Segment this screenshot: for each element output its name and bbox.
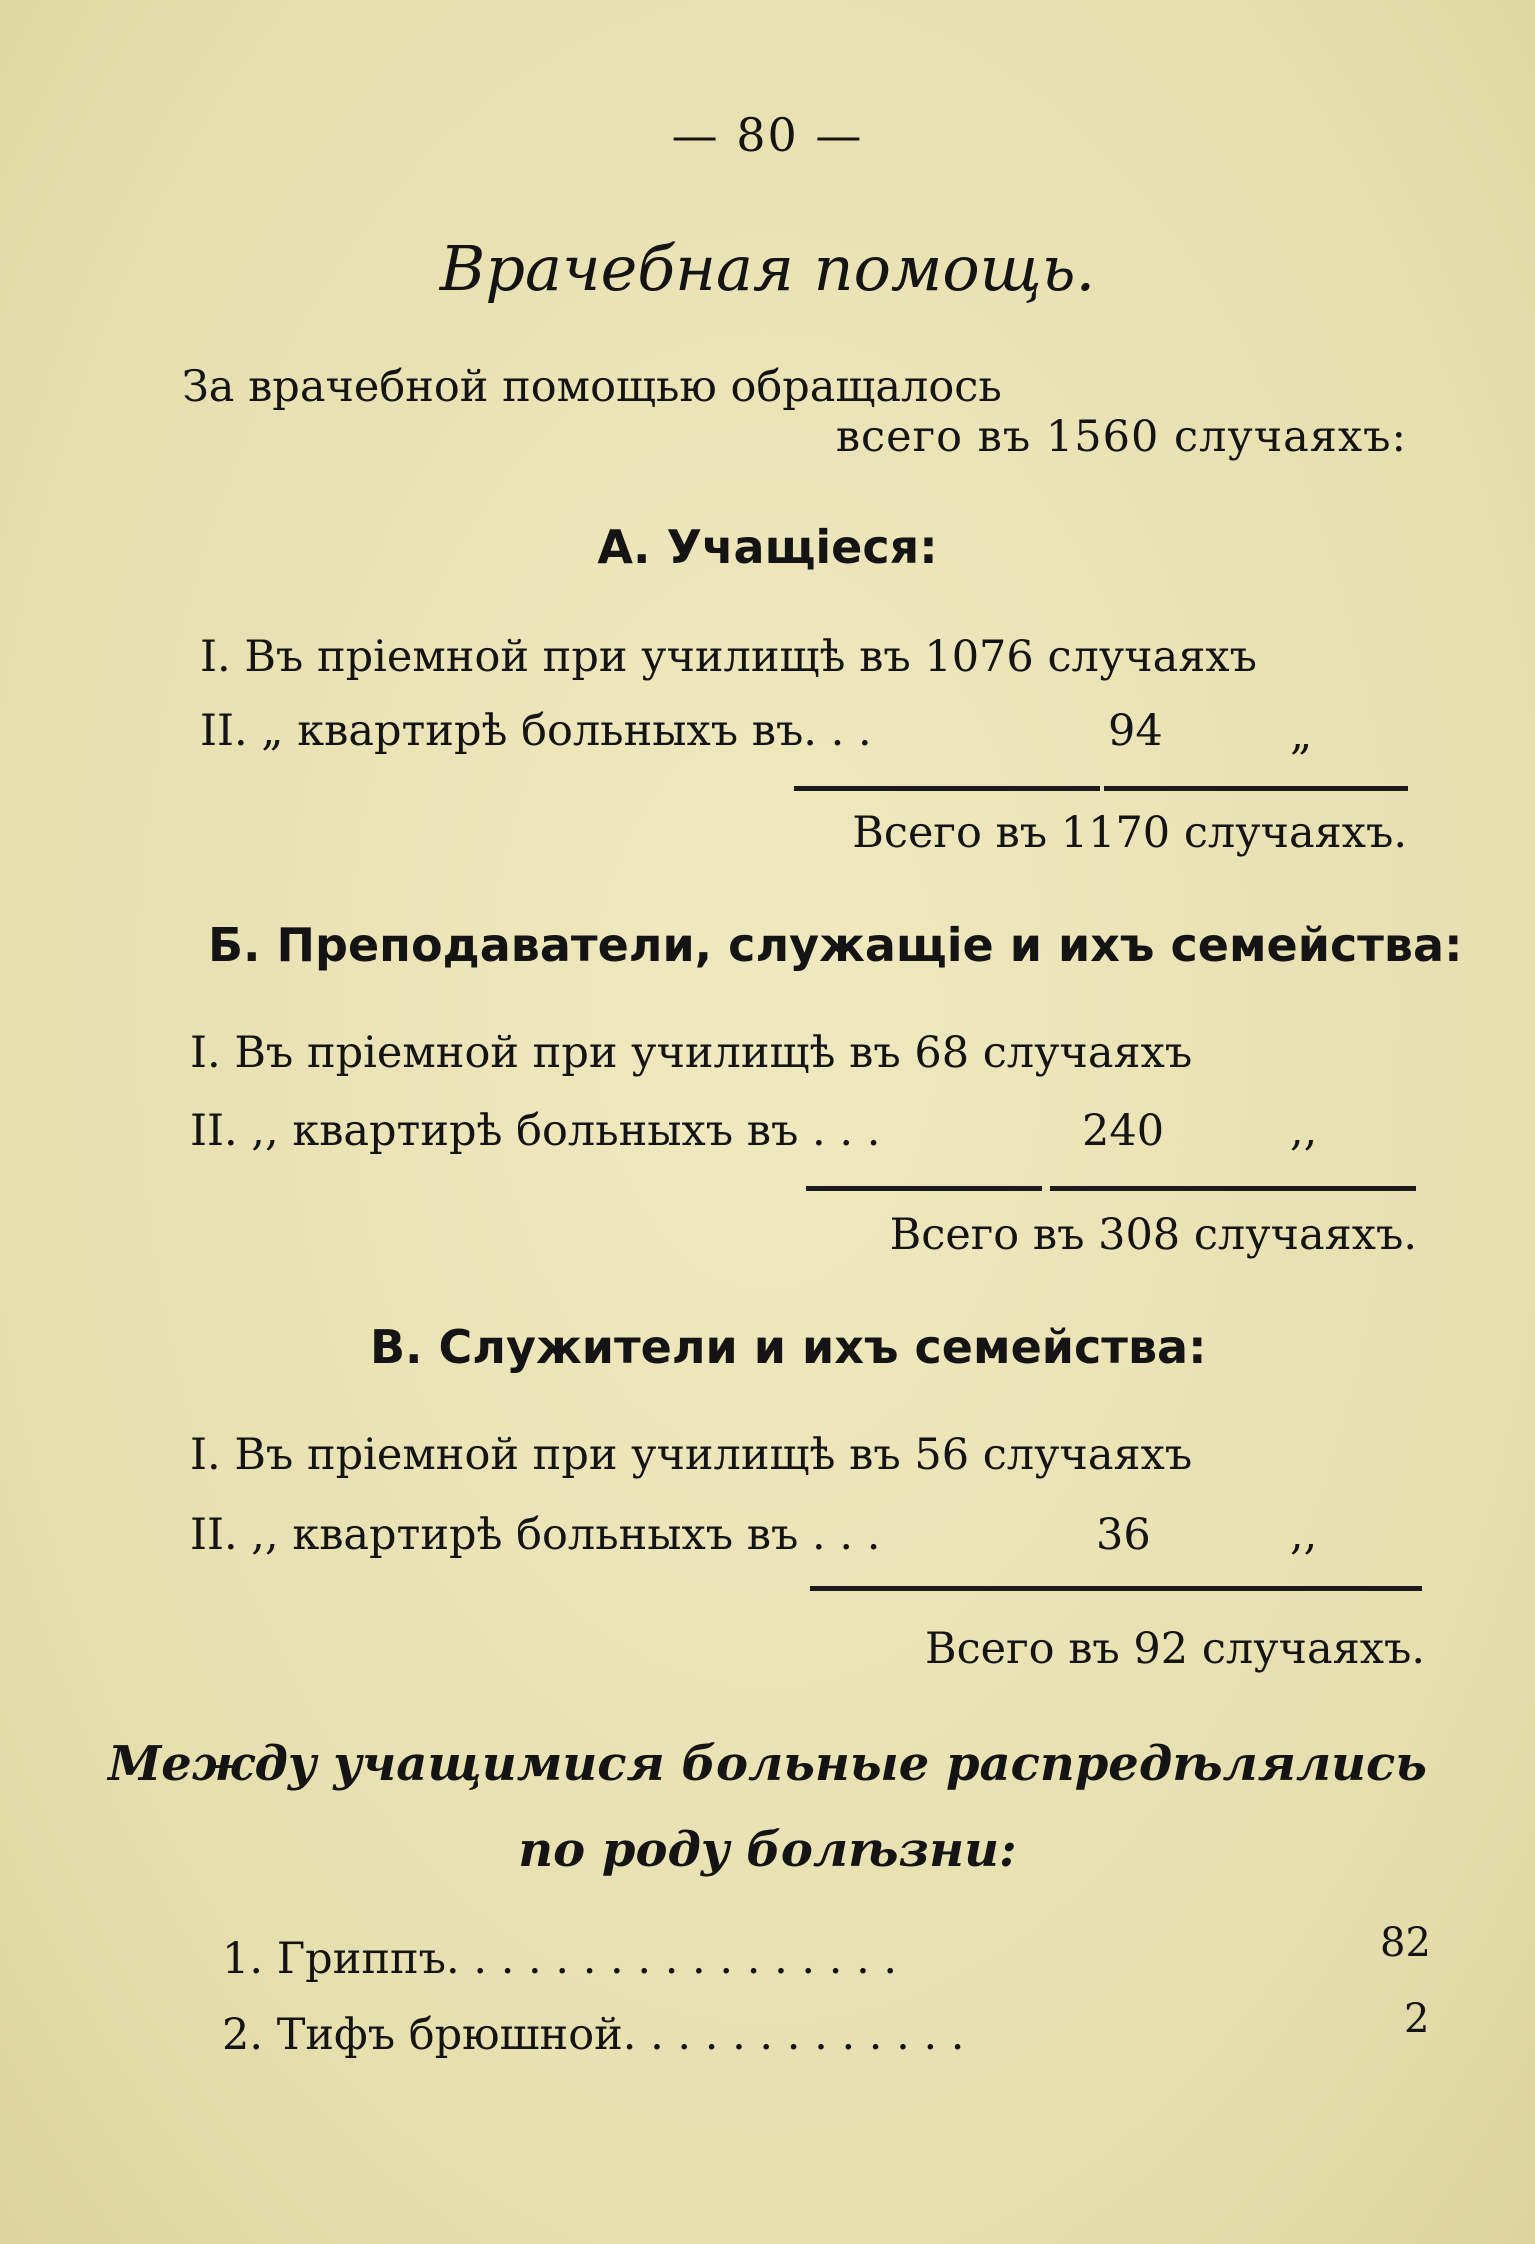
section-b-heading: Б. Преподаватели, служащіе и ихъ семейства: — [208, 918, 1463, 972]
section-b-rule-left — [806, 1186, 1042, 1191]
section-c-row-2: II. ,, квартирѣ больныхъ въ . . . — [190, 1510, 881, 1560]
intro-line-1: За врачебной помощью обращалось — [182, 362, 1002, 412]
section-b-total: Всего въ 308 случаяхъ. — [889, 1210, 1417, 1260]
section-a-row-2-value: 94 — [1108, 706, 1163, 756]
disease-item-1-value: 82 — [1380, 1920, 1431, 1966]
section-a-total: Всего въ 1170 случаяхъ. — [852, 808, 1407, 858]
section-b-row-2-value: 240 — [1082, 1106, 1165, 1156]
section-a-row-2: II. „ квартирѣ больныхъ въ. . . — [200, 706, 872, 756]
section-c-rule — [810, 1586, 1422, 1591]
disease-item-1: 1. Гриппъ. . . . . . . . . . . . . . . . . — [222, 1934, 898, 1984]
section-a-rule-right — [1104, 786, 1408, 791]
distribution-heading-line-2: по роду болѣзни: — [518, 1822, 1017, 1878]
section-a-row-1: I. Въ пріемной при училищѣ въ 1076 случаяхъ — [200, 632, 1257, 682]
section-c-row-2-value: 36 — [1096, 1510, 1151, 1560]
page-number: — 80 — — [671, 108, 864, 162]
page-title: Врачебная помощь. — [439, 232, 1096, 305]
intro-line-2: всего въ 1560 случаяхъ: — [835, 412, 1407, 462]
section-a-heading: А. Учащіеся: — [597, 520, 938, 574]
disease-item-2: 2. Тифъ брюшной. . . . . . . . . . . . . — [222, 2010, 965, 2060]
section-a-row-2-ditto: „ — [1290, 710, 1313, 760]
section-b-rule-right — [1050, 1186, 1416, 1191]
section-a-rule-left — [794, 786, 1100, 791]
section-b-row-1: I. Въ пріемной при училищѣ въ 68 случаяхъ — [190, 1028, 1193, 1078]
section-c-heading: В. Служители и ихъ семейства: — [370, 1320, 1207, 1374]
section-c-total: Всего въ 92 случаяхъ. — [924, 1624, 1425, 1674]
section-c-row-1: I. Въ пріемной при училищѣ въ 56 случаяхъ — [190, 1430, 1193, 1480]
section-c-row-2-ditto: ,, — [1290, 1510, 1318, 1560]
disease-item-2-value: 2 — [1404, 1996, 1430, 2042]
section-b-row-2: II. ,, квартирѣ больныхъ въ . . . — [190, 1106, 881, 1156]
distribution-heading-line-1: Между учащимися больные распредѣлялись — [108, 1736, 1427, 1792]
section-b-row-2-ditto: ,, — [1290, 1106, 1318, 1156]
